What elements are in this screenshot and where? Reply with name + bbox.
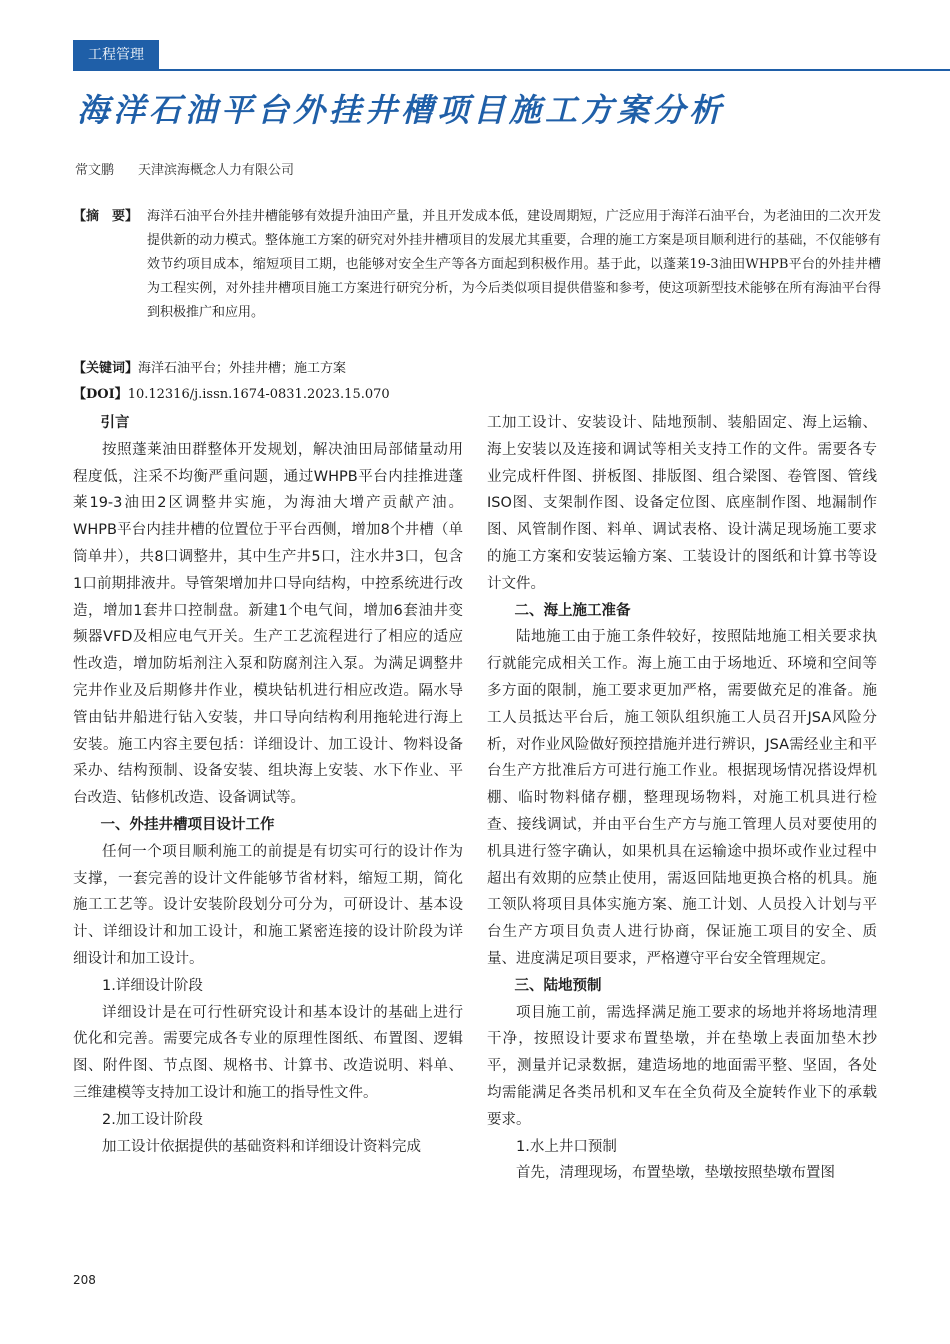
section-3-sub-1-heading: 1.水上井口预制 [516, 1138, 617, 1155]
left-column [73, 410, 463, 1160]
author-line [75, 159, 294, 178]
article-title: 海洋石油平台外挂井槽项目施工方案分析 [77, 91, 726, 129]
intro-heading: 引言 [100, 415, 130, 431]
intro-paragraph: 按照蓬莱油田群整体开发规划，解决油田局部储量动用程度低，注采不均衡严重问题，通过WHPB平台内挂推进蓬莱19-3油田2区调整井实施，为海油大增产贡献产油。WHPB平台内挂井槽的位置位于平台西侧，增加8个井槽（单筒单井），共8口调整井，其中生产井5口，注水井3口，包含1口前期排液井。导管架增加井口导向结构，中控系统进行改造，增加1套井口控制盘。新建1个电气间，增加6套油井变频器VFD及相应电气开关。生产工艺流程进行了相应的适应性改造，增加防垢剂注入泵和防腐剂注入泵。为满足调整井完井作业及后期修井作业，模块钻机进行相应改造。隔水导管由钻井船进行钻入安装，井口导向结构利用拖轮进行海上安装。施工内容主要包括：详细设计、加工设计、物料设备采办、结构预制、设备安装、组块海上安装、水下作业、平台改造、钻修机改造、设备调试等。 [73, 441, 463, 807]
section-3-paragraph: 项目施工前，需选择满足施工要求的场地并将场地清理干净，按照设计要求布置垫墩，并在垫墩上表面加垫木抄平，测量并记录数据，建造场地的地面需平整、坚固，各处均需能满足各类吊机和叉车在全负荷及全旋转作业下的承载要求。 [487, 1004, 877, 1128]
continued-paragraph: 工加工设计、安装设计、陆地预制、装船固定、海上运输、海上安装以及连接和调试等相关支持工作的文件。需要各专业完成杆件图、拼板图、排版图、组合梁图、卷管图、管线ISO图、支架制作图、设备定位图、底座制作图、地漏制作图、风管制作图、料单、调试表格、设计满足现场施工要求的施工方案和安装运输方案、工装设计的图纸和计算书等设计文件。 [487, 415, 877, 592]
section-1-heading: 一、外挂井槽项目设计工作 [100, 816, 275, 833]
abstract [73, 205, 881, 325]
section-1-sub-2-heading: 2.加工设计阶段 [102, 1111, 203, 1128]
section-2-paragraph: 陆地施工由于施工条件较好，按照陆地施工相关要求执行就能完成相关工作。海上施工由于场地近、环境和空间等多方面的限制，施工要求更加严格，需要做充足的准备。施工人员抵达平台后，施工领队组织施工人员召开JSA风险分析，对作业风险做好预控措施并进行辨识，JSA需经业主和平台生产方批准后方可进行施工作业。根据现场情况搭设焊机棚、临时物料储存棚，整理现场物料，对施工机具进行检查、接线调试，并由平台生产方与施工管理人员对要使用的机具进行签字确认，如果机具在运输途中损坏或作业过程中超出有效期的应禁止使用，需返回陆地更换合格的机具。施工领队将项目具体实施方案、施工计划、人员投入计划与平台生产方项目负责人进行协商，保证施工项目的安全、质量、进度满足项目要求，严格遵守平台安全管理规定。 [487, 629, 877, 967]
keywords-text: 海洋石油平台；外挂井槽；施工方案 [138, 361, 347, 376]
abstract-label: 【摘 要】 [73, 209, 139, 224]
section-1-sub-1-paragraph: 详细设计是在可行性研究设计和基本设计的基础上进行优化和完善。需要完成各专业的原理性图纸、布置图、逻辑图、附件图、节点图、规格书、计算书、改造说明、料单、三维建模等支持加工设计和施工的指导性文件。 [73, 1004, 463, 1101]
keywords [73, 357, 346, 381]
page-number: 208 [73, 1273, 96, 1287]
section-tag: 工程管理 [73, 40, 159, 71]
section-1-paragraph: 任何一个项目顺利施工的前提是有切实可行的设计作为支撑，一套完善的设计文件能够节省材料，缩短工期，简化施工工艺等。设计安装阶段划分可分为，可研设计、基本设计、详细设计和加工设计，和施工紧密连接的设计阶段为详细设计和加工设计。 [73, 843, 463, 967]
doi [73, 383, 390, 407]
doi-label: 【DOI】 [73, 387, 128, 402]
doi-text: 10.12316/j.issn.1674-0831.2023.15.070 [127, 387, 390, 402]
section-3-sub-1-paragraph: 首先，清理现场，布置垫墩，垫墩按照垫墩布置图 [516, 1165, 835, 1182]
section-1-sub-1-heading: 1.详细设计阶段 [102, 977, 203, 994]
author-name: 常文鹏 [75, 163, 115, 178]
section-1-sub-2-paragraph: 加工设计依据提供的基础资料和详细设计资料完成 [102, 1138, 421, 1155]
section-2-heading: 二、海上施工准备 [514, 602, 631, 619]
author-affiliation: 天津滨海概念人力有限公司 [138, 163, 295, 178]
abstract-text: 海洋石油平台外挂井槽能够有效提升油田产量，并且开发成本低，建设周期短，广泛应用于海洋石油平台，为老油田的二次开发提供新的动力模式。整体施工方案的研究对外挂井槽项目的发展尤其重要，合理的施工方案是项目顺利进行的基础，不仅能够有效节约项目成本，缩短项目工期，也能够对安全生产等各方面起到积极作用。基于此，以蓬莱19-3油田WHPB平台的外挂井槽为工程实例，对外挂井槽项目施工方案进行研究分析，为今后类似项目提供借鉴和参考，使这项新型技术能够在所有海油平台得到积极推广和应用。 [147, 209, 881, 320]
section-3-heading: 三、陆地预制 [514, 977, 602, 994]
header-rule [73, 69, 950, 71]
keywords-label: 【关键词】 [73, 361, 139, 376]
right-column [487, 410, 877, 1187]
